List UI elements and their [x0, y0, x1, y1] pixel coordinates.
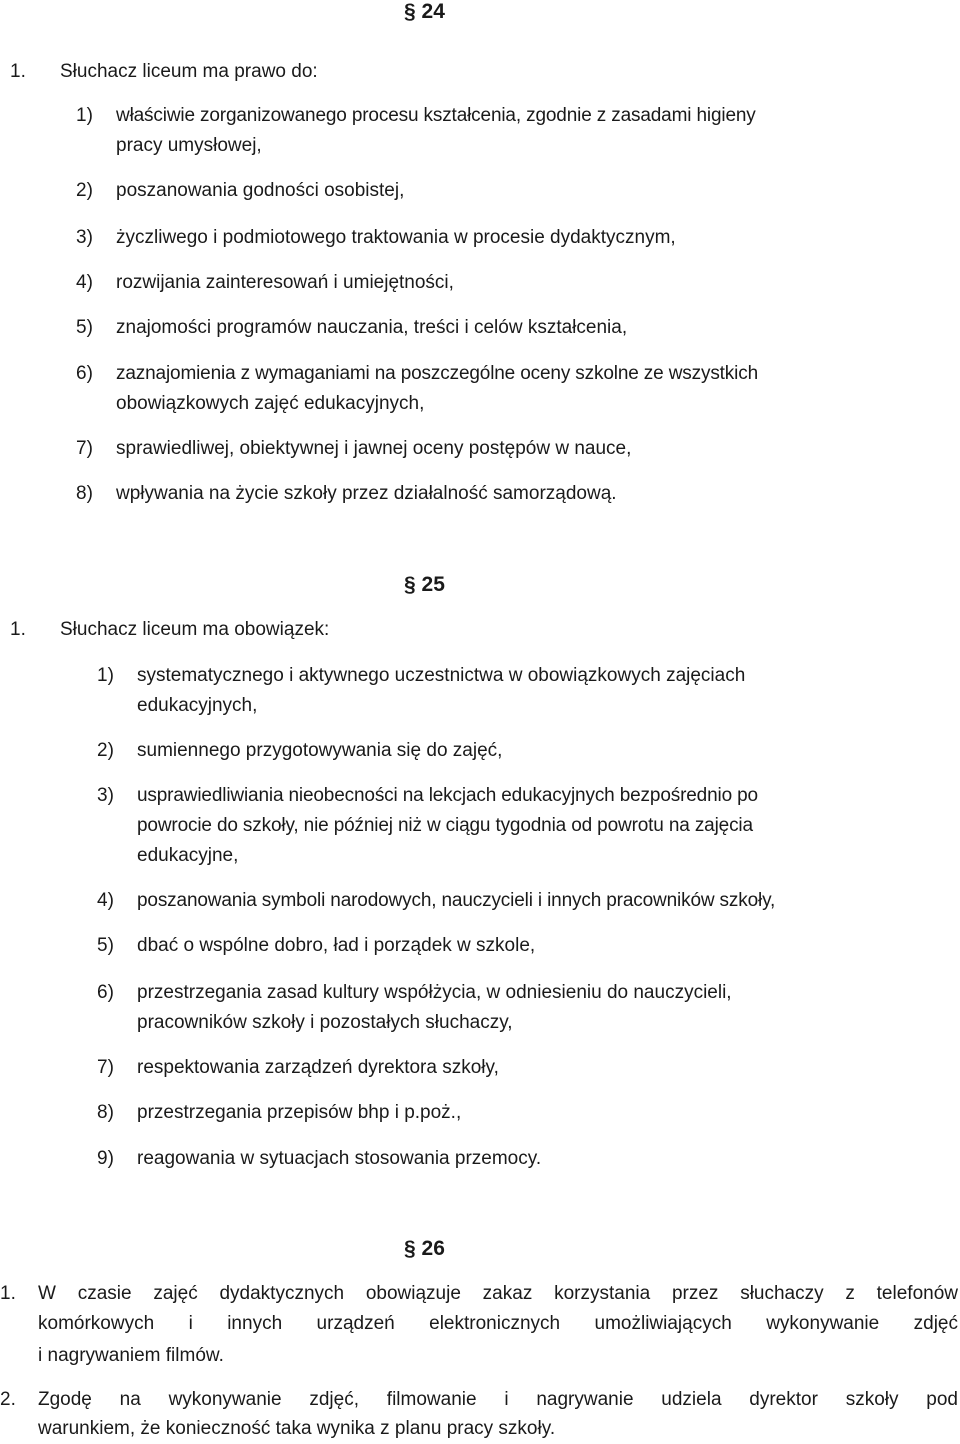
paragraph-line: komórkowych i innych urządzeń elektronicznych umożliwiających wykonywanie zdjęć — [38, 1313, 958, 1334]
point-number: 1. — [10, 61, 26, 82]
paragraph-line: i nagrywaniem filmów. — [38, 1345, 224, 1366]
section-heading-26: § 26 — [404, 1237, 445, 1260]
point-number: 2. — [0, 1389, 16, 1410]
list-item-number: 2) — [76, 180, 93, 201]
list-item-text: pracowników szkoły i pozostałych słuchaczy, — [137, 1012, 513, 1033]
list-item-text: wpływania na życie szkoły przez działalność samorządową. — [116, 483, 617, 504]
list-item-text: pracy umysłowej, — [116, 135, 262, 156]
point-number: 1. — [0, 1283, 16, 1304]
list-item-text: dbać o wspólne dobro, ład i porządek w szkole, — [137, 935, 536, 956]
list-item-number: 3) — [76, 227, 93, 248]
list-item-text: usprawiedliwiania nieobecności na lekcjach edukacyjnych bezpośrednio po — [137, 785, 758, 806]
list-item-text: życzliwego i podmiotowego traktowania w procesie dydaktycznym, — [116, 227, 676, 248]
list-item-text: sprawiedliwej, obiektywnej i jawnej oceny postępów w nauce, — [116, 438, 632, 459]
list-item-number: 2) — [97, 740, 114, 761]
list-item-text: poszanowania symboli narodowych, nauczycieli i innych pracowników szkoły, — [137, 890, 776, 911]
list-item-number: 1) — [76, 105, 93, 126]
point-intro-text: Słuchacz liceum ma obowiązek: — [60, 619, 330, 640]
list-item-number: 4) — [76, 272, 93, 293]
list-item-number: 8) — [97, 1102, 114, 1123]
list-item-text: systematycznego i aktywnego uczestnictwa w obowiązkowych zajęciach — [137, 665, 746, 686]
list-item-number: 5) — [97, 935, 114, 956]
list-item-text: przestrzegania przepisów bhp i p.poż., — [137, 1102, 462, 1123]
list-item-number: 3) — [97, 785, 114, 806]
list-item-number: 9) — [97, 1148, 114, 1169]
list-item-text: znajomości programów nauczania, treści i celów kształcenia, — [116, 317, 628, 338]
paragraph-line: W czasie zajęć dydaktycznych obowiązuje zakaz korzystania przez słuchaczy z telefonów — [38, 1283, 958, 1304]
paragraph-line: warunkiem, że konieczność taka wynika z planu pracy szkoły. — [38, 1418, 556, 1439]
list-item-text: zaznajomienia z wymaganiami na poszczególne oceny szkolne ze wszystkich — [116, 363, 758, 384]
list-item-number: 6) — [97, 982, 114, 1003]
list-item-text: reagowania w sytuacjach stosowania przemocy. — [137, 1148, 542, 1169]
list-item-text: obowiązkowych zajęć edukacyjnych, — [116, 393, 425, 414]
list-item-number: 5) — [76, 317, 93, 338]
list-item-text: rozwijania zainteresowań i umiejętności, — [116, 272, 454, 293]
list-item-text: respektowania zarządzeń dyrektora szkoły, — [137, 1057, 499, 1078]
paragraph-line: Zgodę na wykonywanie zdjęć, filmowanie i nagrywanie udziela dyrektor szkoły pod — [38, 1389, 958, 1410]
point-number: 1. — [10, 619, 26, 640]
list-item-number: 8) — [76, 483, 93, 504]
list-item-text: powrocie do szkoły, nie później niż w ciągu tygodnia od powrotu na zajęcia — [137, 815, 753, 836]
list-item-number: 7) — [76, 438, 93, 459]
list-item-text: sumiennego przygotowywania się do zajęć, — [137, 740, 503, 761]
list-item-number: 6) — [76, 363, 93, 384]
list-item-text: poszanowania godności osobistej, — [116, 180, 405, 201]
list-item-text: właściwie zorganizowanego procesu kształcenia, zgodnie z zasadami higieny — [116, 105, 756, 126]
section-heading-25: § 25 — [404, 573, 445, 596]
list-item-text: edukacyjne, — [137, 845, 239, 866]
list-item-number: 4) — [97, 890, 114, 911]
section-heading-24: § 24 — [404, 0, 445, 23]
list-item-number: 7) — [97, 1057, 114, 1078]
point-intro-text: Słuchacz liceum ma prawo do: — [60, 61, 318, 82]
list-item-number: 1) — [97, 665, 114, 686]
list-item-text: przestrzegania zasad kultury współżycia, w odniesieniu do nauczycieli, — [137, 982, 732, 1003]
list-item-text: edukacyjnych, — [137, 695, 258, 716]
